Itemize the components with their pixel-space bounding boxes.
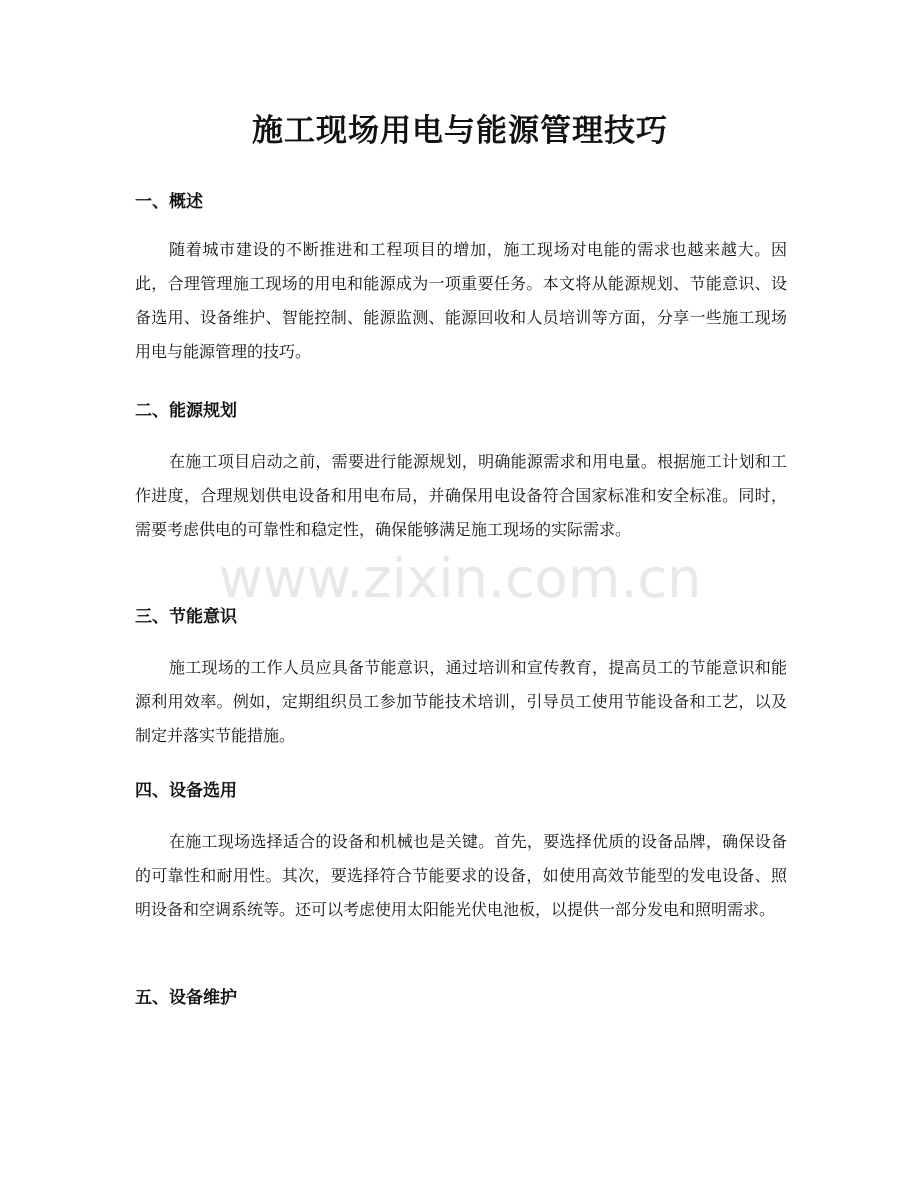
section-body-energy-planning: 在施工项目启动之前，需要进行能源规划，明确能源需求和用电量。根据施工计划和工作进度，合理规划供电设备和用电布局，并确保用电设备符合国家标准和安全标准。同时，需要考虑供电的可靠性和稳定性，确保能够满足施工现场的实际需求。 [135, 452, 787, 539]
section-heading-energy-planning: 二、能源规划 [135, 401, 237, 421]
section-body-energy-awareness: 施工现场的工作人员应具备节能意识，通过培训和宣传教育，提高员工的节能意识和能源利用效率。例如，定期组织员工参加节能技术培训，引导员工使用节能设备和工艺，以及制定并落实节能措施。 [135, 658, 787, 745]
watermark: www.zixin.com.cn [218, 547, 702, 610]
section-heading-equipment-maintenance: 五、设备维护 [135, 988, 237, 1008]
section-heading-energy-awareness: 三、节能意识 [135, 607, 237, 627]
document-title: 施工现场用电与能源管理技巧 [252, 113, 668, 149]
section-heading-overview: 一、概述 [135, 192, 203, 212]
section-heading-equipment-selection: 四、设备选用 [135, 781, 237, 801]
section-body-equipment-selection: 在施工现场选择适合的设备和机械也是关键。首先，要选择优质的设备品牌，确保设备的可靠性和耐用性。其次，要选择符合节能要求的设备，如使用高效节能型的发电设备、照明设备和空调系统等。还可以考虑使用太阳能光伏电池板，以提供一部分发电和照明需求。 [135, 832, 787, 919]
section-body-overview: 随着城市建设的不断推进和工程项目的增加，施工现场对电能的需求也越来越大。因此，合理管理施工现场的用电和能源成为一项重要任务。本文将从能源规划、节能意识、设备选用、设备维护、智能控制、能源监测、能源回收和人员培训等方面，分享一些施工现场用电与能源管理的技巧。 [135, 240, 787, 361]
